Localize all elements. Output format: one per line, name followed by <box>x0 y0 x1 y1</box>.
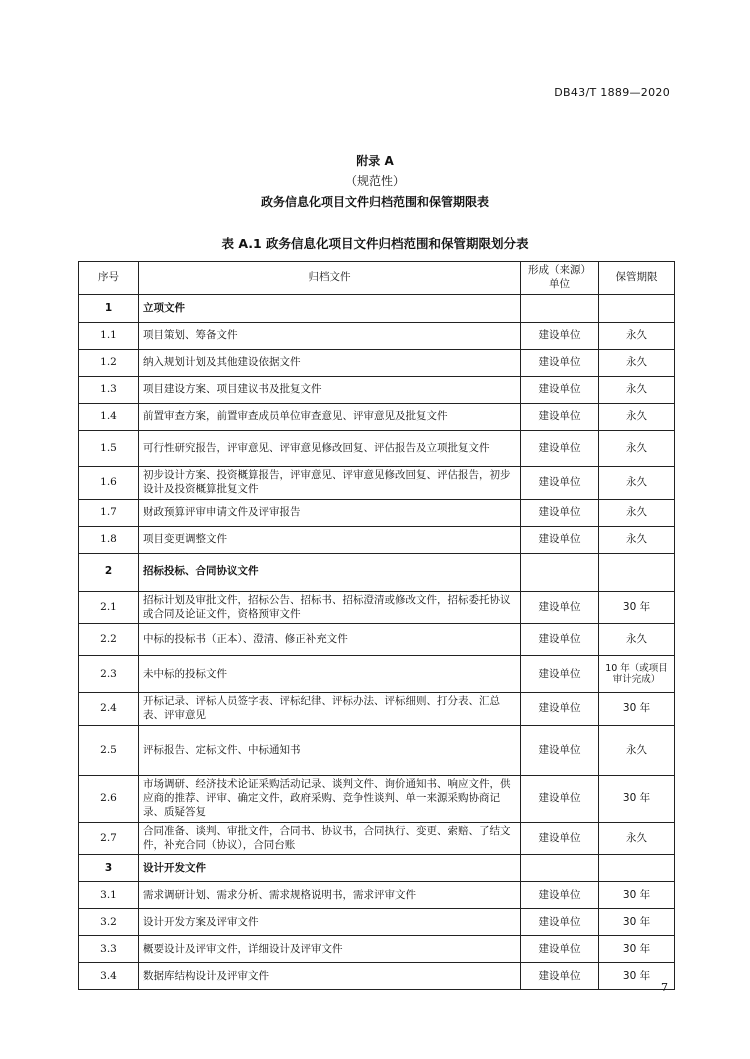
table-row <box>79 467 675 500</box>
row-unit: 建设单位 <box>521 693 599 726</box>
row-unit: 建设单位 <box>521 882 599 909</box>
row-period: 永久 <box>599 467 675 500</box>
row-file: 初步设计方案、投资概算报告，评审意见、评审意见修改回复、评估报告，初步设计及投资概算批复文件 <box>139 467 521 500</box>
row-unit: 建设单位 <box>521 776 599 823</box>
row-period: 永久 <box>599 350 675 377</box>
row-period: 30 年 <box>599 909 675 936</box>
table-row <box>79 526 675 553</box>
header-period: 保管期限 <box>599 262 675 295</box>
row-unit: 建设单位 <box>521 726 599 776</box>
table-row <box>79 822 675 855</box>
row-number: 1.6 <box>79 467 139 500</box>
row-unit: 建设单位 <box>521 323 599 350</box>
row-unit: 建设单位 <box>521 936 599 963</box>
row-file: 招标投标、合同协议文件 <box>139 553 521 591</box>
table-row <box>79 909 675 936</box>
row-unit: 建设单位 <box>521 499 599 526</box>
row-file: 合同准备、谈判、审批文件，合同书、协议书，合同执行、变更、索赔、了结文件，补充合同（协议），合同台账 <box>139 822 521 855</box>
row-file: 设计开发方案及评审文件 <box>139 909 521 936</box>
table-row <box>79 350 675 377</box>
row-number: 3.2 <box>79 909 139 936</box>
table-row <box>79 404 675 431</box>
retention-table <box>78 261 675 990</box>
row-file: 需求调研计划、需求分析、需求规格说明书，需求评审文件 <box>139 882 521 909</box>
row-number: 1.5 <box>79 431 139 467</box>
row-period: 10 年（或项目审计完成） <box>599 656 675 693</box>
row-number: 2.2 <box>79 624 139 656</box>
row-period: 永久 <box>599 526 675 553</box>
row-number: 1.8 <box>79 526 139 553</box>
row-file: 财政预算评审申请文件及评审报告 <box>139 499 521 526</box>
row-file: 项目变更调整文件 <box>139 526 521 553</box>
page-number: 7 <box>661 981 668 994</box>
row-number: 1.2 <box>79 350 139 377</box>
table-row <box>79 776 675 823</box>
row-number: 1.7 <box>79 499 139 526</box>
row-number: 2.3 <box>79 656 139 693</box>
section-row <box>79 295 675 323</box>
row-unit <box>521 553 599 591</box>
row-number: 1.4 <box>79 404 139 431</box>
row-period: 永久 <box>599 431 675 467</box>
row-file: 开标记录、评标人员签字表、评标纪律、评标办法、评标细则、打分表、汇总表、评审意见 <box>139 693 521 726</box>
row-file: 数据库结构设计及评审文件 <box>139 963 521 990</box>
row-file: 未中标的投标文件 <box>139 656 521 693</box>
row-unit: 建设单位 <box>521 591 599 624</box>
row-number: 2.6 <box>79 776 139 823</box>
row-period: 永久 <box>599 323 675 350</box>
table-caption: 表 A.1 政务信息化项目文件归档范围和保管期限划分表 <box>221 236 529 251</box>
row-number: 2.4 <box>79 693 139 726</box>
row-file: 项目策划、筹备文件 <box>139 323 521 350</box>
row-file: 设计开发文件 <box>139 855 521 882</box>
row-unit: 建设单位 <box>521 963 599 990</box>
row-number: 2.7 <box>79 822 139 855</box>
table-row <box>79 693 675 726</box>
row-period: 30 年 <box>599 693 675 726</box>
row-period: 30 年 <box>599 936 675 963</box>
row-unit: 建设单位 <box>521 467 599 500</box>
table-row <box>79 323 675 350</box>
row-file: 招标计划及审批文件，招标公告、招标书、招标澄清或修改文件，招标委托协议或合同及论证文件，资格预审文件 <box>139 591 521 624</box>
row-number: 2.5 <box>79 726 139 776</box>
row-unit <box>521 295 599 323</box>
row-period: 30 年 <box>599 882 675 909</box>
row-number: 1 <box>79 295 139 323</box>
table-row <box>79 882 675 909</box>
row-number: 2.1 <box>79 591 139 624</box>
row-file: 中标的投标书（正本）、澄清、修正补充文件 <box>139 624 521 656</box>
header-unit: 形成（来源）单位 <box>521 262 599 295</box>
row-period: 永久 <box>599 624 675 656</box>
row-period: 30 年 <box>599 776 675 823</box>
row-period <box>599 855 675 882</box>
annex-label: 附录 A <box>356 154 394 168</box>
table-row <box>79 499 675 526</box>
row-unit: 建设单位 <box>521 350 599 377</box>
table-row <box>79 963 675 990</box>
row-number: 1.3 <box>79 377 139 404</box>
row-unit: 建设单位 <box>521 526 599 553</box>
row-period: 永久 <box>599 377 675 404</box>
table-row <box>79 656 675 693</box>
table-row <box>79 936 675 963</box>
row-file: 可行性研究报告，评审意见、评审意见修改回复、评估报告及立项批复文件 <box>139 431 521 467</box>
table-row <box>79 591 675 624</box>
header-file: 归档文件 <box>139 262 521 295</box>
row-number: 3 <box>79 855 139 882</box>
row-unit: 建设单位 <box>521 431 599 467</box>
table-row <box>79 726 675 776</box>
row-period: 永久 <box>599 726 675 776</box>
table-header-row <box>79 262 675 295</box>
row-unit: 建设单位 <box>521 909 599 936</box>
row-unit: 建设单位 <box>521 822 599 855</box>
row-unit: 建设单位 <box>521 404 599 431</box>
row-number: 3.1 <box>79 882 139 909</box>
table-row <box>79 624 675 656</box>
row-number: 3.4 <box>79 963 139 990</box>
row-file: 概要设计及评审文件，详细设计及评审文件 <box>139 936 521 963</box>
table-body <box>79 295 675 990</box>
header-no: 序号 <box>79 262 139 295</box>
annex-title: 政务信息化项目文件归档范围和保管期限表 <box>260 195 489 209</box>
standard-code: DB43/T 1889—2020 <box>554 86 670 99</box>
row-unit: 建设单位 <box>521 656 599 693</box>
row-file: 纳入规划计划及其他建设依据文件 <box>139 350 521 377</box>
row-file: 前置审查方案，前置审查成员单位审查意见、评审意见及批复文件 <box>139 404 521 431</box>
row-number: 3.3 <box>79 936 139 963</box>
table-row <box>79 431 675 467</box>
row-period: 永久 <box>599 822 675 855</box>
row-unit: 建设单位 <box>521 624 599 656</box>
annex-normative: （规范性） <box>344 174 405 188</box>
row-unit: 建设单位 <box>521 377 599 404</box>
row-file: 市场调研、经济技术论证采购活动记录、谈判文件、询价通知书、响应文件，供应商的推荐、评审、确定文件，政府采购、竞争性谈判、单一来源采购协商记录、质疑答复 <box>139 776 521 823</box>
row-period <box>599 295 675 323</box>
table-row <box>79 377 675 404</box>
section-row <box>79 553 675 591</box>
row-unit <box>521 855 599 882</box>
row-file: 项目建设方案、项目建议书及批复文件 <box>139 377 521 404</box>
row-period <box>599 553 675 591</box>
row-period: 30 年 <box>599 591 675 624</box>
section-row <box>79 855 675 882</box>
row-number: 2 <box>79 553 139 591</box>
row-period: 30 年 <box>599 963 675 990</box>
row-number: 1.1 <box>79 323 139 350</box>
row-file: 立项文件 <box>139 295 521 323</box>
row-period: 永久 <box>599 499 675 526</box>
row-period: 永久 <box>599 404 675 431</box>
row-file: 评标报告、定标文件、中标通知书 <box>139 726 521 776</box>
